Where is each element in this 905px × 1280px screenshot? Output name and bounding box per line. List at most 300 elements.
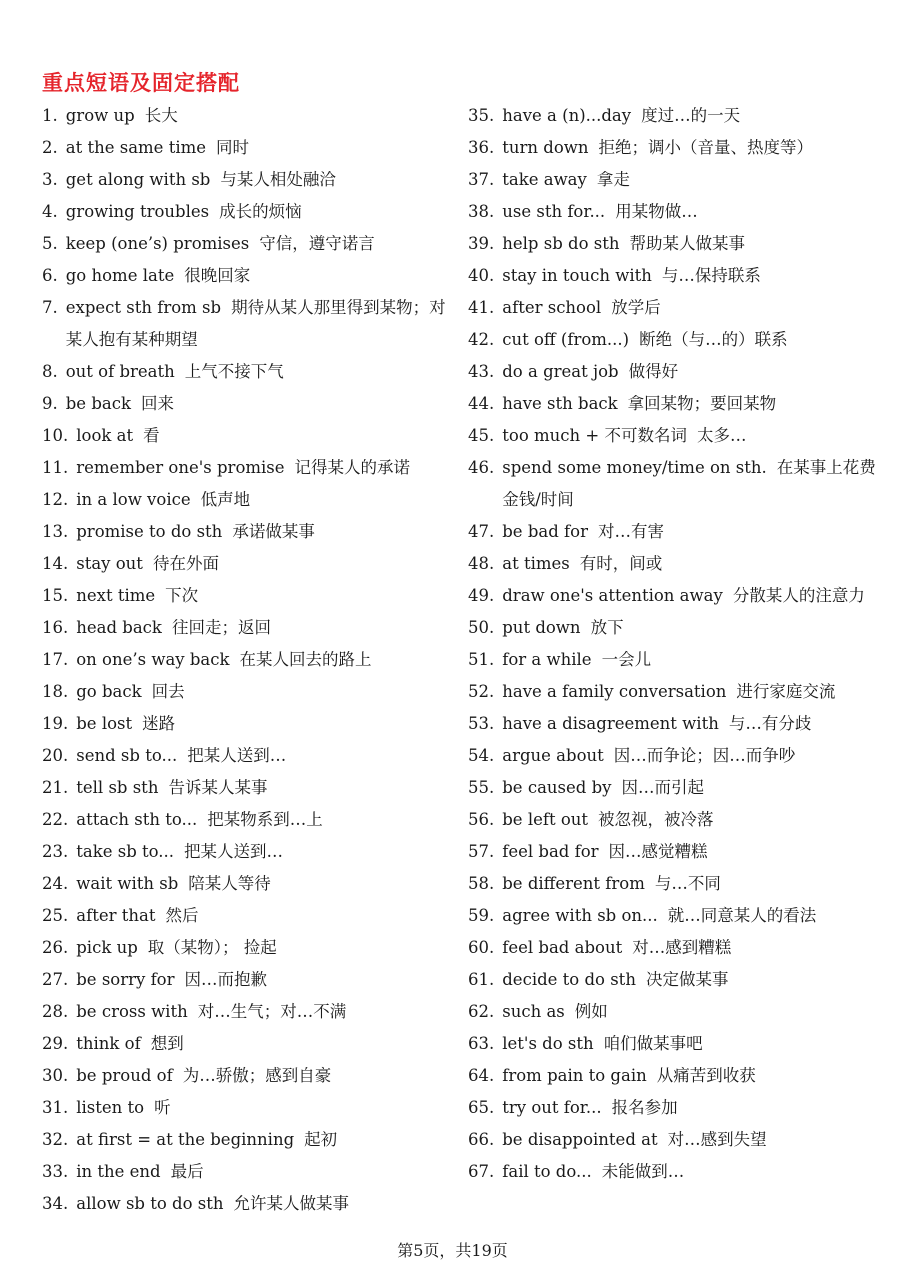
phrase-body (76, 1092, 462, 1124)
phrase-number: 4. (42, 202, 58, 221)
phrase-item (468, 516, 888, 548)
phrase-chinese: 在某事上花费金钱/时间 (502, 458, 876, 509)
phrase-english: be lost (76, 714, 133, 733)
phrase-body (76, 964, 462, 996)
phrase-item (42, 900, 462, 932)
phrase-chinese: 成长的烦恼 (219, 202, 302, 221)
phrase-item (468, 452, 888, 516)
phrase-chinese: 守信，遵守诺言 (259, 234, 375, 253)
phrase-body (76, 932, 462, 964)
phrase-chinese: 同时 (216, 138, 250, 157)
phrase-chinese: 做得好 (628, 362, 679, 381)
phrase-number: 34. (42, 1194, 69, 1213)
phrase-english: have sth back (502, 394, 618, 413)
phrase-body (502, 420, 888, 452)
phrase-chinese: 与…有分歧 (728, 714, 812, 733)
phrase-body (502, 1060, 888, 1092)
phrase-body (502, 196, 888, 228)
phrase-chinese: 回来 (140, 394, 174, 413)
phrase-body (502, 356, 888, 388)
phrase-list-left (42, 100, 462, 1220)
phrase-body (76, 516, 462, 548)
phrase-body (502, 868, 888, 900)
phrase-english: have a (n)...day (502, 106, 632, 125)
phrase-number: 3. (42, 170, 58, 189)
phrase-body (76, 804, 462, 836)
phrase-item (42, 100, 462, 132)
phrase-item (42, 388, 462, 420)
phrase-body (76, 484, 462, 516)
phrase-chinese: 报名参加 (611, 1098, 678, 1117)
phrase-chinese: 未能做到… (601, 1162, 685, 1181)
phrase-english: growing troubles (65, 202, 210, 221)
phrase-chinese: 被忽视，被冷落 (598, 810, 714, 829)
phrase-body (502, 804, 888, 836)
phrase-body (502, 516, 888, 548)
phrase-number: 37. (468, 170, 495, 189)
phrase-number: 66. (468, 1130, 495, 1149)
phrase-body (502, 132, 888, 164)
phrase-chinese: 与…保持联系 (661, 266, 761, 285)
phrase-chinese: 下次 (165, 586, 199, 605)
phrase-chinese: 咱们做某事吧 (603, 1034, 703, 1053)
phrase-number: 31. (42, 1098, 69, 1117)
phrase-english: be different from (502, 874, 645, 893)
phrase-english: take sb to... (76, 842, 175, 861)
phrase-english: feel bad for (502, 842, 599, 861)
phrase-body (502, 452, 888, 516)
phrase-english: too much + 不可数名词 (502, 426, 687, 445)
phrase-english: pick up (76, 938, 138, 957)
phrase-english: cut off (from...) (502, 330, 630, 349)
phrase-item (468, 324, 888, 356)
phrase-english: be cross with (76, 1002, 188, 1021)
phrase-number: 12. (42, 490, 69, 509)
phrase-english: have a family conversation (502, 682, 727, 701)
phrase-body (502, 932, 888, 964)
phrase-item (468, 1060, 888, 1092)
phrase-chinese: 为…骄傲；感到自豪 (182, 1066, 332, 1085)
phrase-chinese: 太多… (696, 426, 747, 445)
phrase-english: expect sth from sb (65, 298, 222, 317)
phrase-number: 21. (42, 778, 69, 797)
phrase-item (42, 964, 462, 996)
phrase-number: 57. (468, 842, 495, 861)
phrase-english: turn down (502, 138, 589, 157)
phrase-chinese: 从痛苦到收获 (656, 1066, 756, 1085)
phrase-number: 18. (42, 682, 69, 701)
phrase-item (468, 612, 888, 644)
phrase-number: 29. (42, 1034, 69, 1053)
phrase-number: 59. (468, 906, 495, 925)
phrase-body (502, 548, 888, 580)
phrase-number: 19. (42, 714, 69, 733)
phrase-chinese: 对…感到糟糕 (632, 938, 732, 957)
phrase-number: 45. (468, 426, 495, 445)
phrase-item (42, 452, 462, 484)
phrase-body (502, 1028, 888, 1060)
phrase-english: get along with sb (65, 170, 211, 189)
phrase-chinese: 与某人相处融洽 (220, 170, 336, 189)
phrase-item (42, 1188, 462, 1220)
phrase-number: 55. (468, 778, 495, 797)
phrase-item (42, 708, 462, 740)
phrase-chinese: 长大 (144, 106, 178, 125)
phrase-item (468, 644, 888, 676)
phrase-chinese: 例如 (574, 1002, 608, 1021)
phrase-item (468, 804, 888, 836)
phrase-item (468, 772, 888, 804)
phrase-number: 33. (42, 1162, 69, 1181)
phrase-item (42, 1060, 462, 1092)
phrase-english: keep (one’s) promises (65, 234, 250, 253)
phrase-item (468, 740, 888, 772)
phrase-number: 17. (42, 650, 69, 669)
phrase-body (76, 420, 462, 452)
phrase-chinese: 取（某物）； 捡起 (147, 938, 277, 957)
phrase-item (42, 740, 462, 772)
phrase-item (468, 1092, 888, 1124)
phrase-english: argue about (502, 746, 604, 765)
phrase-body (76, 836, 462, 868)
phrase-number: 14. (42, 554, 69, 573)
phrase-number: 7. (42, 298, 58, 317)
phrase-number: 39. (468, 234, 495, 253)
phrase-english: go back (76, 682, 142, 701)
phrase-item (468, 580, 888, 612)
phrase-chinese: 想到 (150, 1034, 184, 1053)
phrase-body (76, 452, 462, 484)
phrase-item (468, 1028, 888, 1060)
phrase-body (76, 580, 462, 612)
phrase-body (502, 580, 888, 612)
phrase-item (42, 612, 462, 644)
phrase-body (502, 612, 888, 644)
phrase-body (502, 996, 888, 1028)
phrase-body (502, 676, 888, 708)
phrase-body (76, 1188, 462, 1220)
phrase-item (42, 676, 462, 708)
phrase-body (66, 132, 462, 164)
phrase-chinese: 帮助某人做某事 (629, 234, 745, 253)
phrase-body (66, 196, 462, 228)
phrase-number: 44. (468, 394, 495, 413)
phrase-chinese: 陪某人等待 (188, 874, 271, 893)
phrase-item (42, 772, 462, 804)
phrase-number: 43. (468, 362, 495, 381)
section-title: 重点短语及固定搭配 (42, 71, 240, 95)
phrase-chinese: 断绝（与…的）联系 (639, 330, 788, 349)
phrase-number: 30. (42, 1066, 69, 1085)
phrase-english: use sth for... (502, 202, 606, 221)
phrase-body (76, 996, 462, 1028)
page-footer: 第5页，共19页 (397, 1241, 508, 1260)
phrase-english: after school (502, 298, 602, 317)
phrase-body (502, 836, 888, 868)
phrase-chinese: 就…同意某人的看法 (667, 906, 817, 925)
phrase-number: 2. (42, 138, 58, 157)
phrase-item (42, 868, 462, 900)
phrase-english: be caused by (502, 778, 612, 797)
phrase-item (42, 580, 462, 612)
phrase-english: draw one's attention away (502, 586, 723, 605)
phrase-english: be proud of (76, 1066, 173, 1085)
phrase-chinese: 决定做某事 (645, 970, 729, 989)
phrase-body (76, 548, 462, 580)
phrase-chinese: 允许某人做某事 (233, 1194, 349, 1213)
phrase-chinese: 因…感觉糟糕 (608, 842, 708, 861)
phrase-english: next time (76, 586, 156, 605)
phrase-body (76, 612, 462, 644)
phrase-number: 5. (42, 234, 58, 253)
phrase-body (502, 260, 888, 292)
phrase-english: remember one's promise (76, 458, 285, 477)
phrase-item (42, 132, 462, 164)
phrase-number: 40. (468, 266, 495, 285)
phrase-english: at the same time (65, 138, 207, 157)
phrase-number: 56. (468, 810, 495, 829)
phrase-english: be bad for (502, 522, 588, 541)
phrase-body (502, 964, 888, 996)
phrase-item (468, 100, 888, 132)
phrase-chinese: 把某人送到… (187, 746, 287, 765)
phrase-chinese: 低声地 (200, 490, 251, 509)
phrase-item (468, 132, 888, 164)
phrase-chinese: 最后 (170, 1162, 204, 1181)
phrase-item (468, 388, 888, 420)
phrase-number: 52. (468, 682, 495, 701)
phrase-body (66, 164, 462, 196)
phrase-number: 8. (42, 362, 58, 381)
phrase-item (468, 260, 888, 292)
phrase-item (468, 964, 888, 996)
phrase-chinese: 在某人回去的路上 (239, 650, 372, 669)
phrase-chinese: 记得某人的承诺 (294, 458, 411, 477)
phrase-english: go home late (65, 266, 175, 285)
phrase-chinese: 因…而抱歉 (184, 970, 267, 989)
phrase-item (42, 516, 462, 548)
phrase-body (66, 100, 462, 132)
phrase-english: from pain to gain (502, 1066, 647, 1085)
phrase-number: 9. (42, 394, 58, 413)
phrase-english: let's do sth (502, 1034, 594, 1053)
phrase-chinese: 然后 (165, 906, 199, 925)
phrase-english: after that (76, 906, 156, 925)
phrase-english: tell sb sth (76, 778, 159, 797)
phrase-english: be sorry for (76, 970, 175, 989)
phrase-item (468, 164, 888, 196)
phrase-chinese: 一会儿 (601, 650, 652, 669)
phrase-english: allow sb to do sth (76, 1194, 224, 1213)
phrase-number: 63. (468, 1034, 495, 1053)
phrase-english: in a low voice (76, 490, 191, 509)
phrase-chinese: 回去 (151, 682, 185, 701)
phrase-number: 15. (42, 586, 69, 605)
phrase-number: 62. (468, 1002, 495, 1021)
phrase-english: spend some money/time on sth. (502, 458, 767, 477)
phrase-english: grow up (65, 106, 135, 125)
phrase-list-right (468, 100, 888, 1188)
phrase-chinese: 因…而争论；因…而争吵 (613, 746, 796, 765)
phrase-chinese: 告诉某人某事 (168, 778, 268, 797)
phrase-item (42, 164, 462, 196)
phrase-english: stay in touch with (502, 266, 652, 285)
phrase-chinese: 对…感到失望 (667, 1130, 767, 1149)
phrase-chinese: 有时，间或 (579, 554, 663, 573)
phrase-body (76, 900, 462, 932)
phrase-item (42, 548, 462, 580)
phrase-item (42, 356, 462, 388)
phrase-number: 20. (42, 746, 69, 765)
phrase-item (42, 932, 462, 964)
phrase-english: at first = at the beginning (76, 1130, 295, 1149)
phrase-item (42, 1124, 462, 1156)
phrase-number: 23. (42, 842, 69, 861)
phrase-number: 60. (468, 938, 495, 957)
phrase-english: decide to do sth (502, 970, 636, 989)
phrase-body (502, 1124, 888, 1156)
phrase-body (76, 676, 462, 708)
phrase-body (66, 228, 462, 260)
phrase-item (468, 868, 888, 900)
phrase-item (42, 804, 462, 836)
phrase-body (76, 868, 462, 900)
phrase-number: 28. (42, 1002, 69, 1021)
phrase-item (468, 900, 888, 932)
phrase-chinese: 放下 (590, 618, 624, 637)
phrase-english: be back (65, 394, 131, 413)
phrase-body (76, 1060, 462, 1092)
phrase-body (502, 292, 888, 324)
phrase-number: 16. (42, 618, 69, 637)
phrase-chinese: 期待从某人那里得到某物；对某人抱有某种期望 (65, 298, 446, 349)
phrase-english: agree with sb on... (502, 906, 658, 925)
phrase-chinese: 把某人送到… (184, 842, 284, 861)
phrase-item (42, 836, 462, 868)
phrase-body (502, 900, 888, 932)
phrase-english: out of breath (65, 362, 175, 381)
phrase-body (76, 1028, 462, 1060)
phrase-english: on one’s way back (76, 650, 230, 669)
phrase-number: 54. (468, 746, 495, 765)
phrase-english: help sb do sth (502, 234, 620, 253)
phrase-body (502, 1156, 888, 1188)
phrase-number: 10. (42, 426, 69, 445)
phrase-body (502, 100, 888, 132)
phrase-item (42, 1156, 462, 1188)
phrase-item (468, 708, 888, 740)
phrase-body (66, 356, 462, 388)
phrase-body (76, 740, 462, 772)
phrase-chinese: 对…有害 (597, 522, 664, 541)
phrase-number: 22. (42, 810, 69, 829)
phrase-item (42, 1092, 462, 1124)
phrase-item (42, 196, 462, 228)
phrase-body (66, 260, 462, 292)
phrase-item (42, 1028, 462, 1060)
phrase-item (42, 260, 462, 292)
phrase-english: try out for... (502, 1098, 602, 1117)
phrase-number: 53. (468, 714, 495, 733)
phrase-chinese: 拿走 (596, 170, 630, 189)
phrase-number: 51. (468, 650, 495, 669)
phrase-number: 27. (42, 970, 69, 989)
phrase-item (468, 292, 888, 324)
phrase-english: be disappointed at (502, 1130, 658, 1149)
phrase-chinese: 因…而引起 (621, 778, 704, 797)
phrase-number: 46. (468, 458, 495, 477)
phrase-body (502, 644, 888, 676)
phrase-english: have a disagreement with (502, 714, 719, 733)
phrase-chinese: 听 (154, 1098, 171, 1117)
phrase-body (76, 772, 462, 804)
phrase-item (42, 228, 462, 260)
phrase-item (468, 356, 888, 388)
phrase-number: 47. (468, 522, 495, 541)
phrase-english: be left out (502, 810, 589, 829)
phrase-item (42, 644, 462, 676)
phrase-item (42, 292, 462, 356)
phrase-item (468, 996, 888, 1028)
phrase-chinese: 上气不接下气 (184, 362, 284, 381)
phrase-english: do a great job (502, 362, 619, 381)
phrase-chinese: 用某物做… (615, 202, 698, 221)
phrase-chinese: 看 (143, 426, 160, 445)
phrase-number: 49. (468, 586, 495, 605)
phrase-english: at times (502, 554, 570, 573)
phrase-english: such as (502, 1002, 565, 1021)
phrase-body (502, 228, 888, 260)
phrase-chinese: 拒绝；调小（音量、热度等） (598, 138, 814, 157)
phrase-number: 6. (42, 266, 58, 285)
phrase-english: stay out (76, 554, 143, 573)
phrase-body (76, 1156, 462, 1188)
phrase-english: promise to do sth (76, 522, 223, 541)
phrase-chinese: 待在外面 (152, 554, 219, 573)
phrase-english: send sb to... (76, 746, 178, 765)
phrase-number: 11. (42, 458, 69, 477)
phrase-number: 41. (468, 298, 495, 317)
phrase-chinese: 迷路 (142, 714, 176, 733)
phrase-body (66, 292, 462, 356)
phrase-body (502, 1092, 888, 1124)
phrase-english: wait with sb (76, 874, 179, 893)
phrase-item (468, 548, 888, 580)
phrase-english: look at (76, 426, 134, 445)
phrase-body (502, 164, 888, 196)
phrase-number: 50. (468, 618, 495, 637)
phrase-number: 35. (468, 106, 495, 125)
phrase-number: 24. (42, 874, 69, 893)
phrase-number: 67. (468, 1162, 495, 1181)
phrase-chinese: 放学后 (611, 298, 661, 317)
phrase-number: 48. (468, 554, 495, 573)
phrase-english: for a while (502, 650, 592, 669)
phrase-number: 36. (468, 138, 495, 157)
phrase-number: 13. (42, 522, 69, 541)
phrase-chinese: 对…生气；对…不满 (197, 1002, 347, 1021)
phrase-body (76, 1124, 462, 1156)
phrase-item (468, 420, 888, 452)
phrase-chinese: 把某物系到…上 (207, 810, 323, 829)
phrase-item (42, 420, 462, 452)
phrase-body (502, 708, 888, 740)
phrase-number: 65. (468, 1098, 495, 1117)
phrase-chinese: 起初 (304, 1130, 338, 1149)
phrase-number: 38. (468, 202, 495, 221)
phrase-english: fail to do... (502, 1162, 592, 1181)
phrase-item (468, 1124, 888, 1156)
